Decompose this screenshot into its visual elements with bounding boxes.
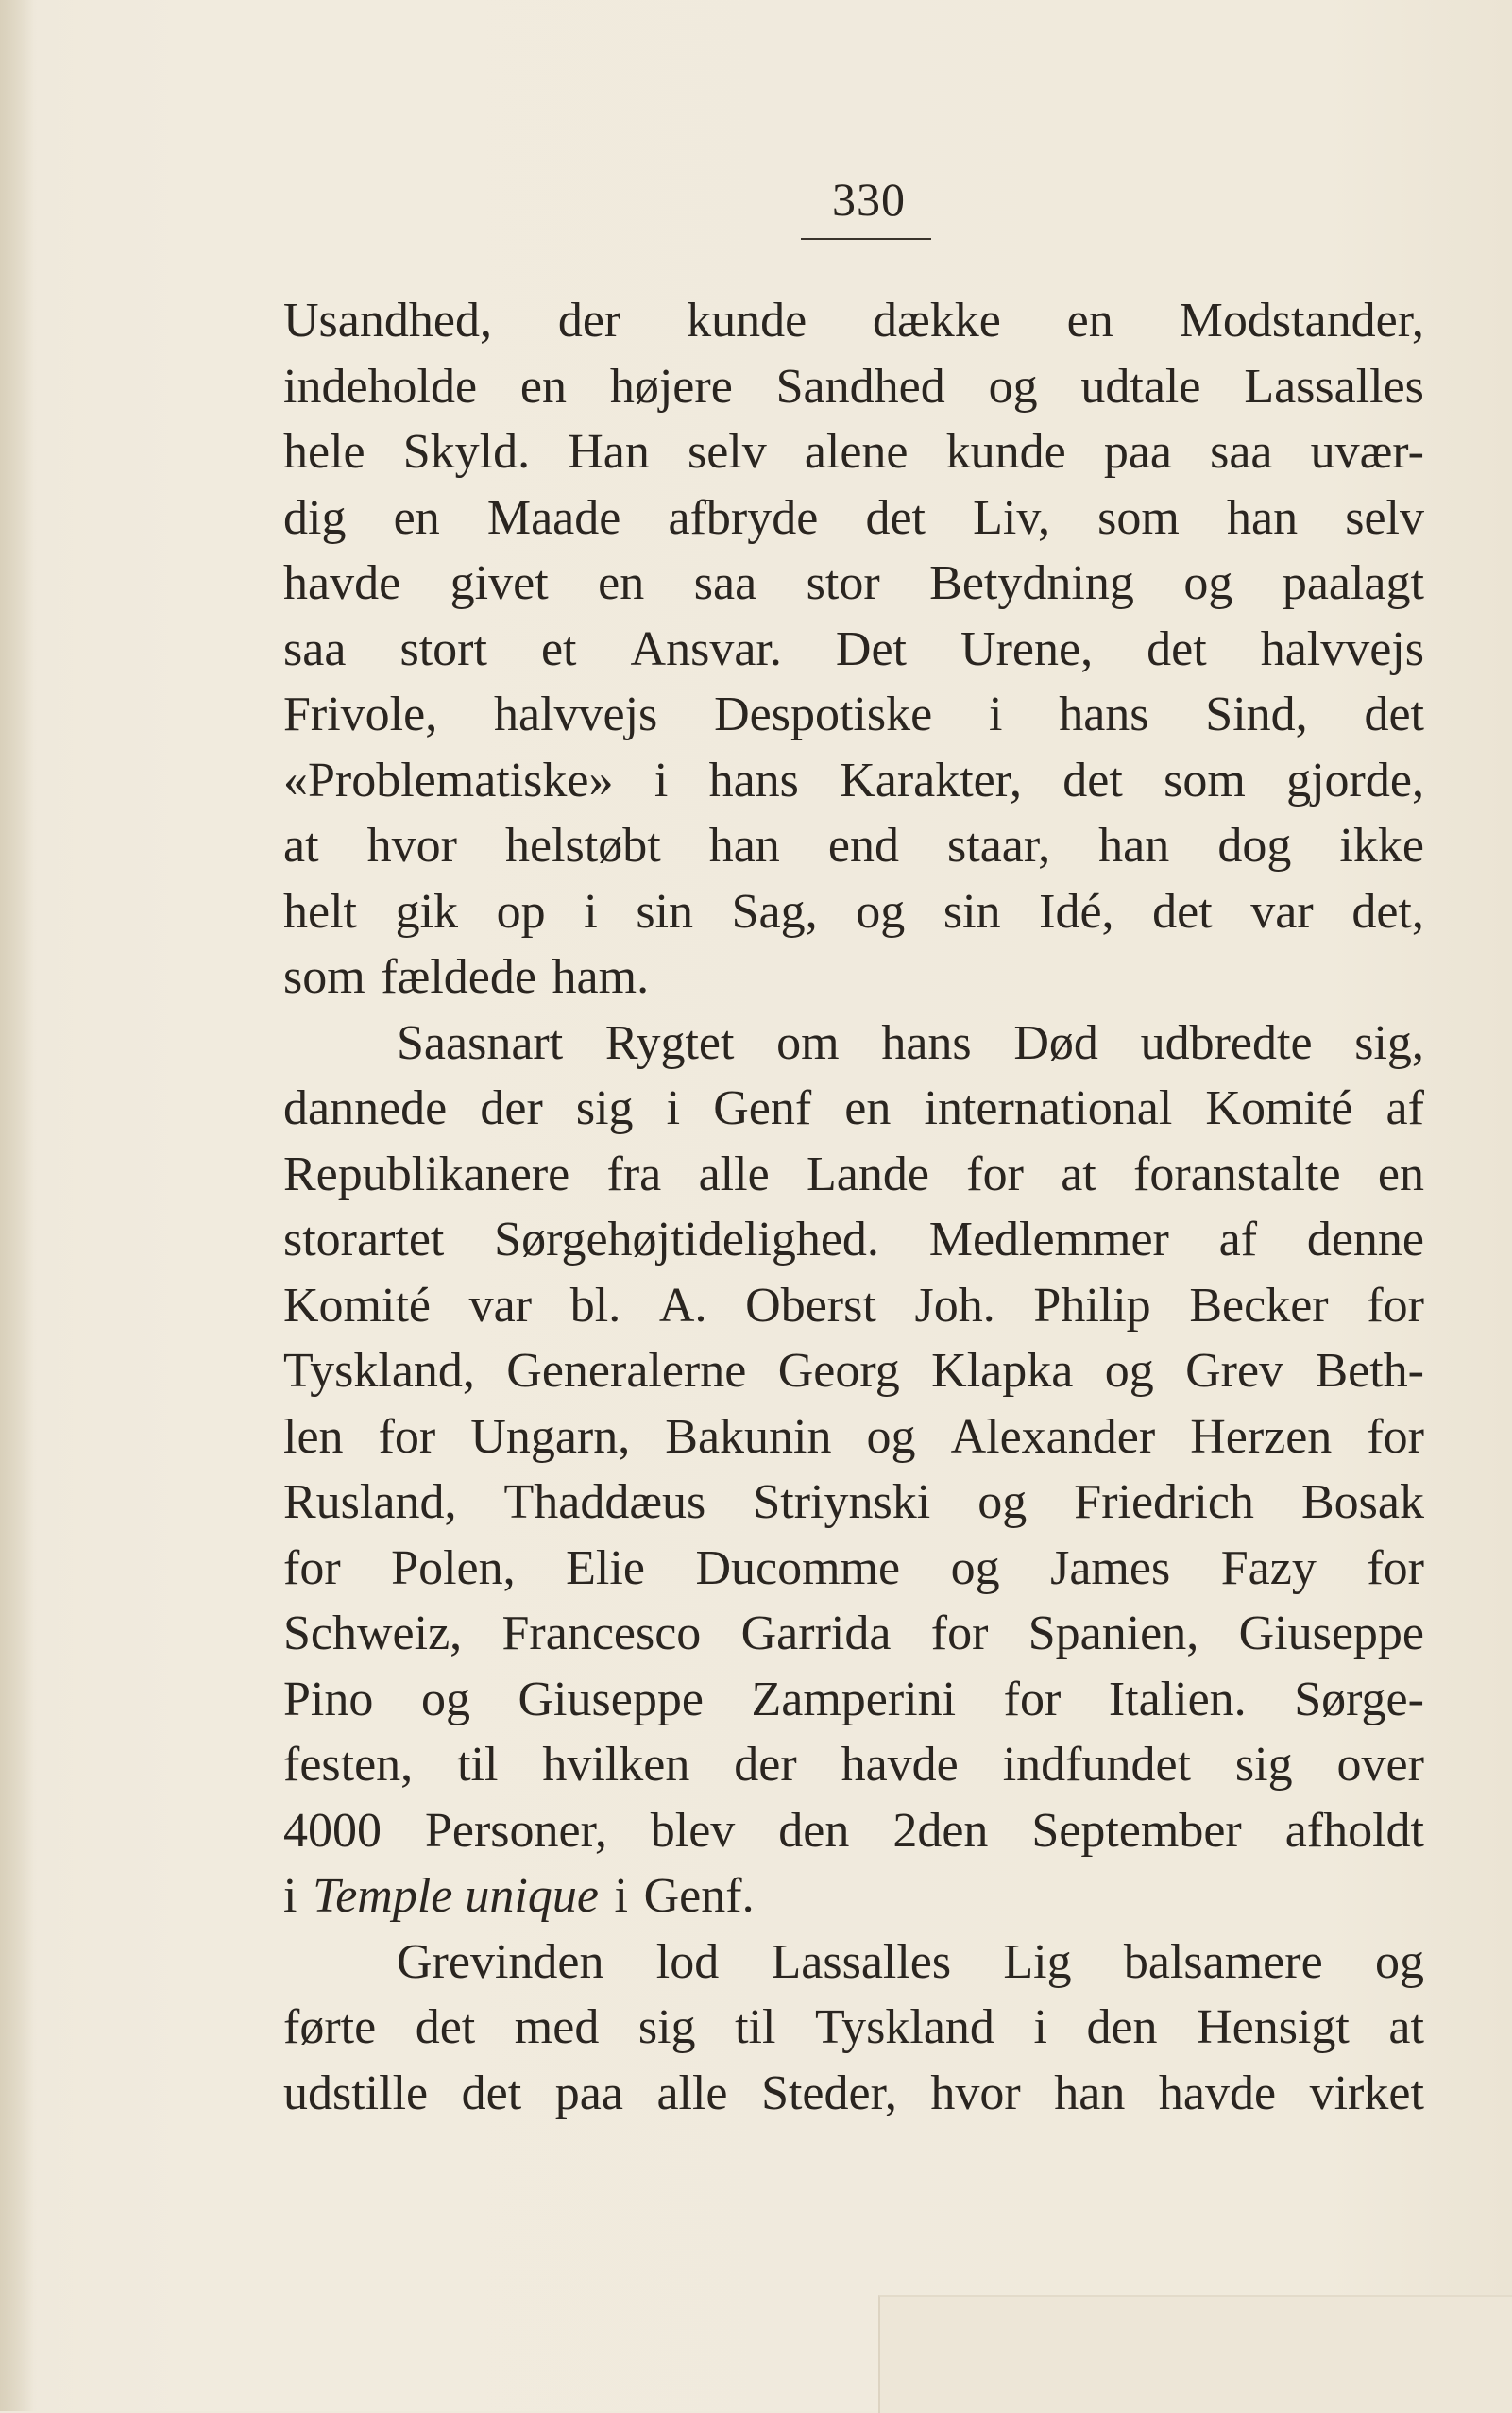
word: at (283, 819, 319, 873)
word: Personer, (424, 1803, 607, 1858)
word: Karakter, (840, 753, 1022, 807)
word: Steder, (761, 2065, 897, 2120)
word: len (283, 1409, 344, 1464)
word: Klapka (931, 1344, 1074, 1398)
word: alene (804, 425, 909, 479)
text-line (283, 813, 1424, 879)
word: Genf. (643, 1869, 755, 1923)
word: Francesco (501, 1606, 702, 1660)
word: 4000 (283, 1803, 382, 1858)
word: i (654, 753, 669, 807)
word: Liv, (973, 490, 1050, 545)
word: han (1226, 490, 1299, 545)
word: Striynski (753, 1475, 931, 1529)
word: Sag, (731, 884, 818, 939)
word: Lassalles (1244, 359, 1424, 414)
word: Schweiz, (283, 1606, 463, 1660)
word: som (283, 950, 365, 1004)
text-line (283, 485, 1424, 552)
word: fældede (381, 950, 536, 1004)
word: paa (554, 2065, 623, 2120)
word: i (584, 884, 598, 939)
page-number: 330 (832, 173, 906, 226)
word: international (924, 1081, 1173, 1135)
word: dog (1217, 819, 1292, 873)
word: storartet (283, 1213, 445, 1266)
word: Elie (566, 1540, 645, 1595)
word: Alexander (950, 1409, 1156, 1464)
word: bl. (569, 1278, 621, 1333)
word: Usandhed, (283, 294, 492, 348)
word: Idé, (1039, 884, 1114, 939)
word: og (988, 359, 1038, 414)
word: der (557, 294, 621, 348)
word: uvær- (1310, 425, 1424, 479)
text-line (283, 617, 1424, 683)
text-line (283, 1601, 1424, 1667)
word: virket (1309, 2065, 1424, 2120)
word: hans (708, 753, 799, 807)
page-binding-edge (0, 0, 34, 2411)
text-line (283, 1995, 1424, 2061)
word: op (496, 884, 546, 939)
word: festen, (283, 1738, 414, 1792)
word: den (778, 1803, 850, 1858)
word: Sandhed (775, 359, 945, 414)
text-line (283, 1011, 1424, 1077)
word: hans (1059, 688, 1149, 741)
word: stor (806, 556, 880, 610)
word: paa (1103, 425, 1172, 479)
word: alle (698, 1147, 770, 1201)
word: Frivole, (283, 688, 438, 741)
word: sig, (1354, 1015, 1424, 1070)
word: Det (835, 621, 907, 676)
word: Grev (1185, 1344, 1284, 1398)
word: Rygtet (604, 1015, 735, 1070)
word: som (1097, 490, 1180, 545)
word: dække (873, 294, 1001, 348)
text-line (283, 1929, 1424, 1996)
text-line (283, 879, 1424, 945)
word: foranstalte (1133, 1147, 1341, 1201)
word: førte (283, 2000, 377, 2054)
word: til (457, 1738, 499, 1792)
word: selv (687, 425, 767, 479)
word: en (598, 556, 645, 610)
word: Thaddæus (503, 1475, 706, 1529)
word: Sørgehøjtidelighed. (494, 1213, 879, 1266)
word: for (1367, 1409, 1424, 1464)
word: fra (606, 1147, 662, 1201)
page-number-rule (801, 238, 931, 240)
word: Joh. (914, 1278, 995, 1333)
word: dannede (283, 1081, 448, 1135)
text-line (283, 1470, 1424, 1536)
word: Ansvar. (630, 621, 782, 676)
text-line (283, 1863, 1424, 1929)
word: og (856, 884, 906, 939)
word: til (735, 2000, 776, 2054)
word: afbryde (668, 490, 819, 545)
text-line (283, 419, 1424, 485)
word: Georg (777, 1344, 900, 1398)
text-line (283, 2061, 1424, 2127)
word: kunde (945, 425, 1066, 479)
text-line (283, 1273, 1424, 1339)
word: det (1062, 753, 1123, 807)
word: den (1086, 2000, 1158, 2054)
word: Oberst (745, 1278, 876, 1333)
word: «Problematiske» (283, 753, 614, 807)
text-line (283, 1667, 1424, 1733)
word: at (1388, 2000, 1424, 2054)
word: afholdt (1284, 1803, 1424, 1858)
word: Komité (1205, 1081, 1353, 1135)
word: i (988, 688, 1003, 741)
word: givet (450, 556, 549, 610)
word: han (1098, 819, 1170, 873)
word: hans (881, 1015, 972, 1070)
word: ham. (552, 950, 650, 1004)
word: for (966, 1147, 1024, 1201)
word: Ducomme (695, 1540, 901, 1595)
word: Betydning (929, 556, 1134, 610)
word: en (1377, 1147, 1424, 1201)
word: og (1104, 1344, 1154, 1398)
text-line (283, 1404, 1424, 1470)
word: Grevinden (397, 1934, 604, 1989)
word: sig (637, 2000, 696, 2054)
word: der (734, 1738, 797, 1792)
word: Sind, (1205, 688, 1308, 741)
text-line (283, 682, 1424, 748)
word: Lassalles (771, 1934, 952, 1989)
word: i (1033, 2000, 1047, 2054)
word: og (950, 1540, 1000, 1595)
word: dig (283, 490, 347, 545)
text-line (283, 354, 1424, 420)
word: en (844, 1081, 892, 1135)
word: Giuseppe (1238, 1606, 1424, 1660)
word: balsamere (1123, 1934, 1323, 1989)
word: Hensigt (1197, 2000, 1350, 2054)
word: udtale (1080, 359, 1201, 414)
word: det, (1351, 884, 1424, 939)
word: hvor (930, 2065, 1021, 2120)
word: sig (1234, 1738, 1293, 1792)
word: Pino (283, 1672, 374, 1726)
word: og (1374, 1934, 1424, 1989)
word: en (393, 490, 440, 545)
word: for (1003, 1672, 1062, 1726)
word: i (666, 1081, 681, 1135)
word: Modstander, (1179, 294, 1424, 348)
word: et (540, 621, 577, 676)
word: ikke (1339, 819, 1424, 873)
word: Sørge- (1294, 1672, 1424, 1726)
word: Bakunin (665, 1409, 832, 1464)
word: det (865, 490, 926, 545)
word: der (480, 1081, 543, 1135)
word: hvor (366, 819, 457, 873)
word: paalagt (1282, 556, 1424, 610)
word: Generalerne (506, 1344, 747, 1398)
word: Han (568, 425, 650, 479)
word: lod (655, 1934, 720, 1989)
word: det (415, 2000, 476, 2054)
word: Polen, (391, 1540, 516, 1595)
text-line (283, 748, 1424, 814)
word: James (1050, 1540, 1171, 1595)
word: det (1147, 621, 1207, 676)
word: for (283, 1540, 341, 1595)
word: stort (399, 621, 487, 676)
word: Bosak (1300, 1475, 1424, 1529)
word: A. (658, 1278, 707, 1333)
word: helstøbt (504, 819, 661, 873)
word: Fazy (1220, 1540, 1317, 1595)
text-line (283, 551, 1424, 617)
word: gjorde, (1286, 753, 1424, 807)
word: sig (575, 1081, 634, 1135)
word: hvilken (542, 1738, 690, 1792)
word: og (977, 1475, 1028, 1529)
word: Temple unique (313, 1869, 599, 1923)
text-line (283, 288, 1424, 354)
word: for (378, 1409, 436, 1464)
text-line (283, 1207, 1424, 1273)
lower-corner-shadow (878, 2295, 1512, 2413)
text-line (283, 1076, 1424, 1142)
text-line (283, 1798, 1424, 1864)
word: havde (841, 1738, 959, 1792)
text-line (283, 1732, 1424, 1798)
word: 2den (892, 1803, 989, 1858)
word: han (1054, 2065, 1126, 2120)
word: og (866, 1409, 916, 1464)
word: Tyskland, (283, 1344, 475, 1398)
word: saa (693, 556, 757, 610)
word: Republikanere (283, 1147, 570, 1201)
word: staar, (947, 819, 1051, 873)
word: havde (283, 556, 401, 610)
word: Maade (486, 490, 621, 545)
word: en (1066, 294, 1113, 348)
word: indeholde (283, 359, 478, 414)
word: som (1164, 753, 1246, 807)
word: Medlemmer (928, 1213, 1169, 1266)
word: saa (1210, 425, 1273, 479)
word: Despotiske (714, 688, 933, 741)
word: Rusland, (283, 1475, 457, 1529)
word: Giuseppe (518, 1672, 704, 1726)
word: og (1183, 556, 1233, 610)
word: over (1336, 1738, 1424, 1792)
word: det (461, 2065, 522, 2120)
word: udbredte (1140, 1015, 1313, 1070)
word: for (930, 1606, 989, 1660)
word: Lig (1003, 1934, 1072, 1989)
word: udstille (283, 2065, 429, 2120)
word: i (283, 1869, 297, 1923)
word: kunde (687, 294, 807, 348)
word: Lande (806, 1147, 929, 1201)
word: indfundet (1002, 1738, 1191, 1792)
word: Skyld. (402, 425, 531, 479)
word: Spanien, (1028, 1606, 1199, 1660)
word: og (420, 1672, 470, 1726)
word: for (1367, 1278, 1424, 1333)
word: af (1385, 1081, 1424, 1135)
word: Komité (283, 1278, 431, 1333)
word: Zamperini (751, 1672, 957, 1726)
word: helt (283, 884, 357, 939)
word: Beth- (1315, 1344, 1424, 1398)
word: Tyskland (815, 2000, 994, 2054)
word: Urene, (960, 621, 1094, 676)
word: halvvejs (1260, 621, 1424, 676)
word: selv (1345, 490, 1424, 545)
word: saa (283, 621, 347, 676)
word: højere (609, 359, 733, 414)
word: denne (1306, 1213, 1424, 1266)
word: var (1250, 884, 1314, 939)
word: Friedrich (1074, 1475, 1254, 1529)
text-line (283, 1142, 1424, 1208)
word: Saasnart (397, 1015, 564, 1070)
word: Død (1013, 1015, 1098, 1070)
word: Ungarn, (470, 1409, 631, 1464)
word: af (1218, 1213, 1258, 1266)
word: det (1152, 884, 1213, 939)
word: September (1031, 1803, 1242, 1858)
word: det (1364, 688, 1424, 741)
word: hele (283, 425, 365, 479)
text-line (283, 944, 1424, 1011)
word: blev (650, 1803, 736, 1858)
word: Italien. (1108, 1672, 1247, 1726)
word: at (1061, 1147, 1096, 1201)
word: en (519, 359, 567, 414)
word: Philip (1033, 1278, 1151, 1333)
word: Genf (713, 1081, 812, 1135)
word: alle (656, 2065, 728, 2120)
word: gik (395, 884, 459, 939)
word: han (708, 819, 780, 873)
word: sin (636, 884, 694, 939)
text-line (283, 1536, 1424, 1602)
word: Herzen (1190, 1409, 1333, 1464)
word: med (514, 2000, 600, 2054)
word: Becker (1189, 1278, 1329, 1333)
word: for (1367, 1540, 1424, 1595)
word: om (776, 1015, 840, 1070)
word: sin (943, 884, 1001, 939)
body-text (283, 288, 1424, 2126)
word: havde (1158, 2065, 1277, 2120)
word: i (614, 1869, 628, 1923)
word: halvvejs (494, 688, 658, 741)
word: Garrida (740, 1606, 892, 1660)
word: var (468, 1278, 533, 1333)
word: end (827, 819, 899, 873)
text-line (283, 1338, 1424, 1404)
